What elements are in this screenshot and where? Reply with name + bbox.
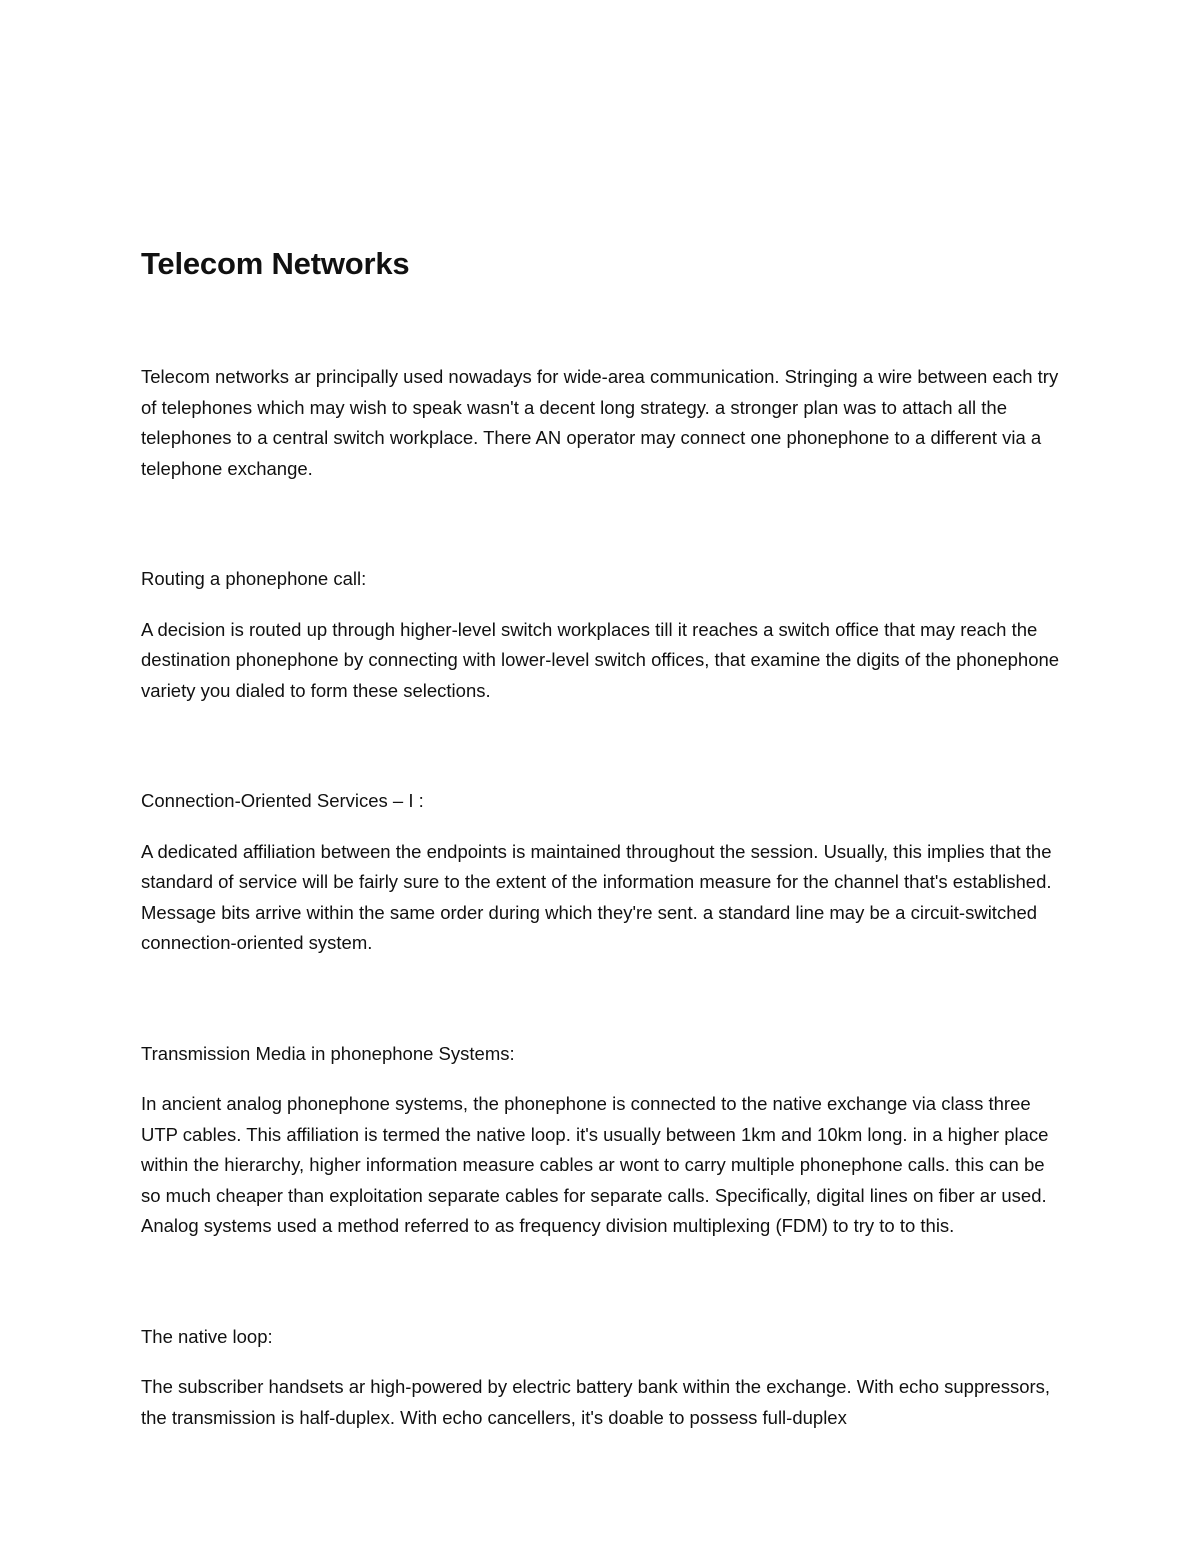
section-paragraph: In ancient analog phonephone systems, the phonephone is connected to the native exchange via class three UTP cables. This affiliation is termed the native loop. it's usually between 1km and 10km long. in a higher place within the hierarchy, higher information measure cables ar wont to carry multiple phonephone calls. this can be so much cheaper than exploitation separate cables for separate calls. Specifically, digital lines on fiber ar used. Analog systems used a method referred to as frequency division multiplexing (FDM) to try to to this. [141,1093,1049,1236]
section-native-loop [141,1322,1061,1434]
section-connection-oriented [141,786,1061,959]
section-heading: Transmission Media in phonephone Systems: [141,1042,515,1064]
section-paragraph: The subscriber handsets ar high-powered by electric battery bank within the exchange. With echo suppressors, the transmission is half-duplex. With echo cancellers, it's doable to possess full-duplex [141,1376,1051,1428]
document-content [141,244,1061,1433]
section-heading: The native loop: [141,1325,273,1347]
section-paragraph: A dedicated affiliation between the endpoints is maintained throughout the session. Usually, this implies that the standard of service will be fairly sure to the extent of the information measure for the channel that's established. Message bits arrive within the same order during which they're sent. a standard line may be a circuit-switched connection-oriented system. [141,840,1052,953]
section-paragraph: A decision is routed up through higher-level switch workplaces till it reaches a switch office that may reach the destination phonephone by connecting with lower-level switch offices, that examine the digits of the phonephone variety you dialed to form these selections. [141,618,1060,701]
intro-paragraph: Telecom networks ar principally used nowadays for wide-area communication. Stringing a wire between each try of telephones which may wish to speak wasn't a decent long strategy. a stronger plan was to attach all the telephones to a central switch workplace. There AN operator may connect one phonephone to a different via a telephone exchange. [141,366,1059,479]
section-heading: Connection-Oriented Services – I : [141,790,424,811]
section-heading: Routing a phonephone call: [141,568,367,589]
section-transmission-media [141,1039,1061,1242]
section-routing [141,564,1061,706]
document-title: Telecom Networks [141,246,410,281]
